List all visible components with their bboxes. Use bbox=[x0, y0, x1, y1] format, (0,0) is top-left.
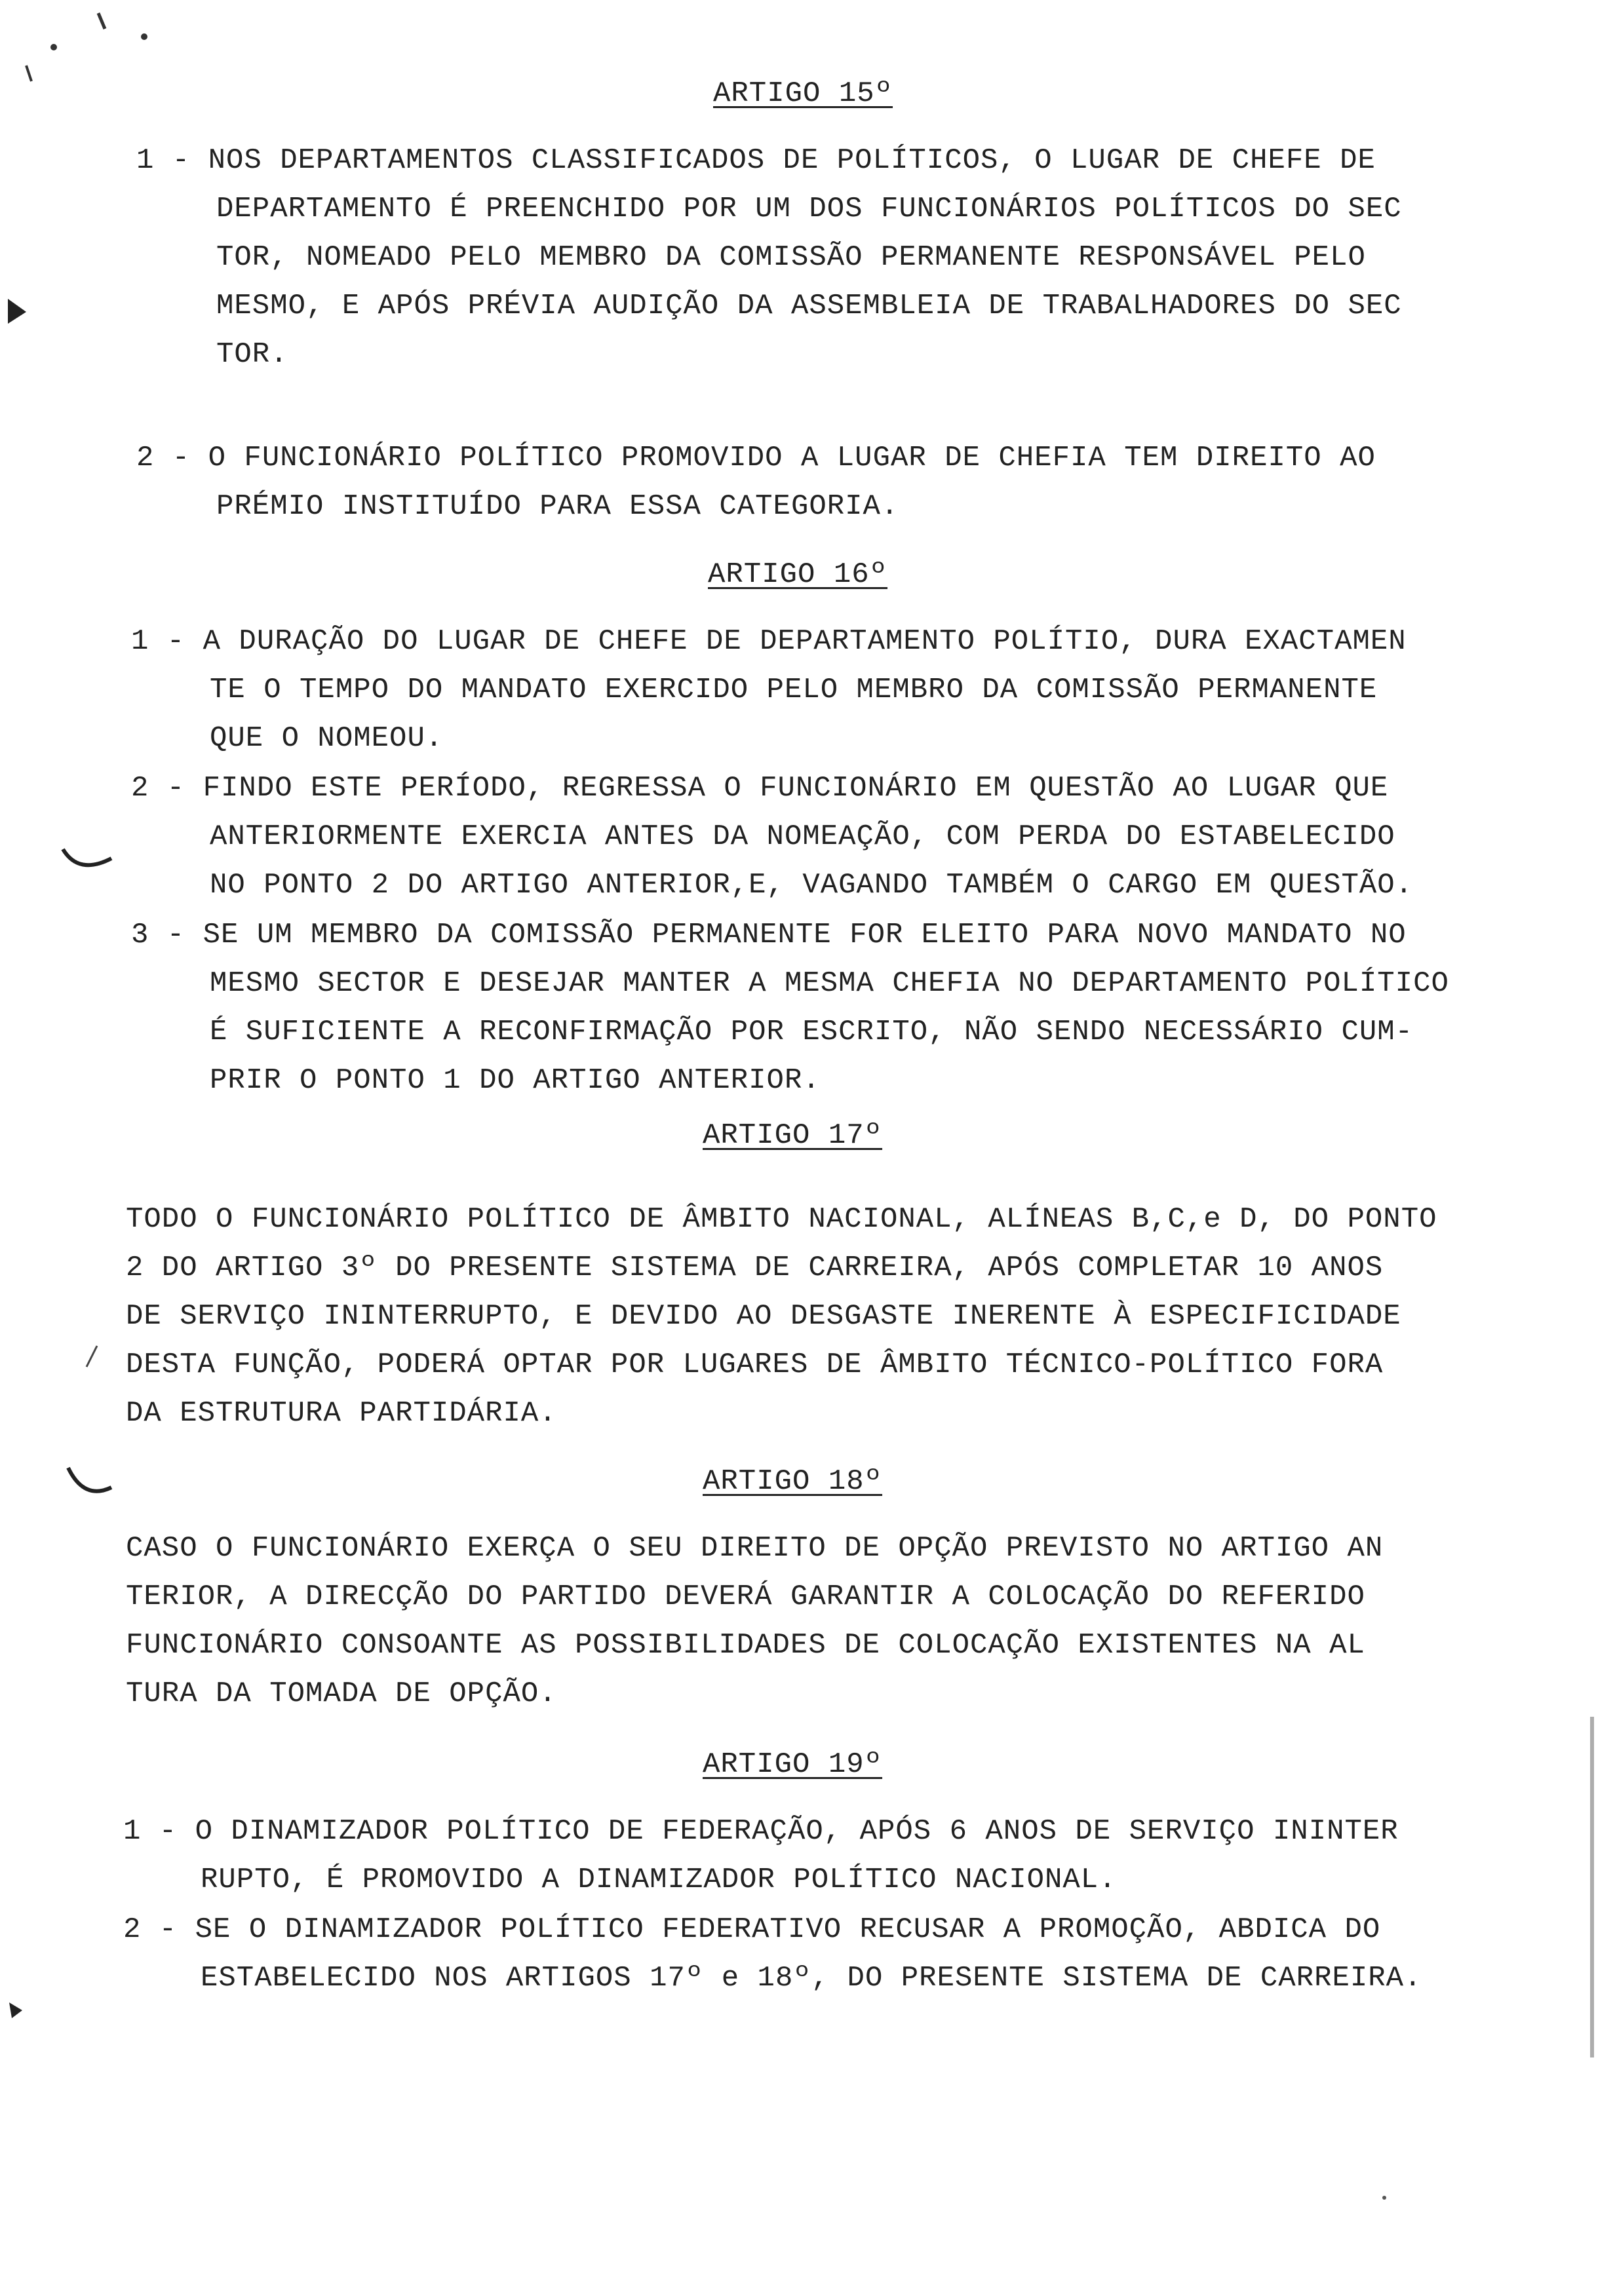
article-15-line: DEPARTAMENTO É PREENCHIDO POR UM DOS FUNCIONÁRIOS POLÍTICOS DO SEC bbox=[216, 193, 1402, 225]
article-16-line: É SUFICIENTE A RECONFIRMAÇÃO POR ESCRITO, NÃO SENDO NECESSÁRIO CUM- bbox=[210, 1016, 1414, 1048]
article-17-line: TODO O FUNCIONÁRIO POLÍTICO DE ÂMBITO NACIONAL, ALÍNEAS B,C,e D, DO PONTO bbox=[126, 1203, 1437, 1236]
margin-arrow-mark bbox=[9, 2002, 22, 2018]
article-19-heading: ARTIGO 19º bbox=[703, 1748, 883, 1781]
article-16-line: TE O TEMPO DO MANDATO EXERCIDO PELO MEMBRO DA COMISSÃO PERMANENTE bbox=[210, 674, 1378, 706]
article-16-line: MESMO SECTOR E DESEJAR MANTER A MESMA CHEFIA NO DEPARTAMENTO POLÍTICO bbox=[210, 967, 1449, 1000]
article-17-line: DE SERVIÇO ININTERRUPTO, E DEVIDO AO DESGASTE INERENTE À ESPECIFICIDADE bbox=[126, 1300, 1401, 1333]
article-18-heading: ARTIGO 18º bbox=[703, 1465, 883, 1498]
article-18-line: CASO O FUNCIONÁRIO EXERÇA O SEU DIREITO DE OPÇÃO PREVISTO NO ARTIGO AN bbox=[126, 1532, 1384, 1565]
article-17-line: DESTA FUNÇÃO, PODERÁ OPTAR POR LUGARES DE ÂMBITO TÉCNICO-POLÍTICO FORA bbox=[126, 1349, 1384, 1381]
scan-speck bbox=[1382, 2196, 1386, 2200]
article-16-line: PRIR O PONTO 1 DO ARTIGO ANTERIOR. bbox=[210, 1064, 821, 1097]
article-19-line: 2 - SE O DINAMIZADOR POLÍTICO FEDERATIVO RECUSAR A PROMOÇÃO, ABDICA DO bbox=[123, 1913, 1381, 1946]
article-18-line: FUNCIONÁRIO CONSOANTE AS POSSIBILIDADES DE COLOCAÇÃO EXISTENTES NA AL bbox=[126, 1629, 1365, 1662]
article-17-line: DA ESTRUTURA PARTIDÁRIA. bbox=[126, 1397, 557, 1430]
margin-curve-mark bbox=[63, 849, 111, 865]
article-18-line: TURA DA TOMADA DE OPÇÃO. bbox=[126, 1677, 557, 1710]
margin-arrow-mark bbox=[8, 299, 26, 324]
article-19-line: RUPTO, É PROMOVIDO A DINAMIZADOR POLÍTICO NACIONAL. bbox=[201, 1864, 1117, 1896]
article-15-heading: ARTIGO 15º bbox=[713, 77, 893, 110]
margin-slash-mark bbox=[87, 1346, 97, 1367]
scan-edge-noise bbox=[1590, 1717, 1594, 2057]
article-15-line: 1 - NOS DEPARTAMENTOS CLASSIFICADOS DE POLÍTICOS, O LUGAR DE CHEFE DE bbox=[136, 144, 1376, 177]
article-15-line: MESMO, E APÓS PRÉVIA AUDIÇÃO DA ASSEMBLEIA DE TRABALHADORES DO SEC bbox=[216, 290, 1402, 322]
article-17-line: 2 DO ARTIGO 3º DO PRESENTE SISTEMA DE CARREIRA, APÓS COMPLETAR 10 ANOS bbox=[126, 1252, 1384, 1284]
article-16-heading: ARTIGO 16º bbox=[708, 558, 888, 591]
article-17-heading: ARTIGO 17º bbox=[703, 1119, 883, 1152]
article-18-line: TERIOR, A DIRECÇÃO DO PARTIDO DEVERÁ GARANTIR A COLOCAÇÃO DO REFERIDO bbox=[126, 1580, 1365, 1613]
article-16-line: 3 - SE UM MEMBRO DA COMISSÃO PERMANENTE FOR ELEITO PARA NOVO MANDATO NO bbox=[131, 919, 1407, 951]
article-16-line: 2 - FINDO ESTE PERÍODO, REGRESSA O FUNCIONÁRIO EM QUESTÃO AO LUGAR QUE bbox=[131, 772, 1389, 805]
article-15-line: PRÉMIO INSTITUÍDO PARA ESSA CATEGORIA. bbox=[216, 490, 899, 523]
article-16-line: QUE O NOMEOU. bbox=[210, 722, 444, 755]
article-15-line: TOR, NOMEADO PELO MEMBRO DA COMISSÃO PERMANENTE RESPONSÁVEL PELO bbox=[216, 241, 1366, 274]
corner-specks bbox=[26, 13, 147, 81]
margin-curve-mark bbox=[68, 1468, 111, 1491]
article-19-line: ESTABELECIDO NOS ARTIGOS 17º e 18º, DO PRESENTE SISTEMA DE CARREIRA. bbox=[201, 1962, 1422, 1995]
article-15-line: 2 - O FUNCIONÁRIO POLÍTICO PROMOVIDO A LUGAR DE CHEFIA TEM DIREITO AO bbox=[136, 442, 1376, 474]
article-16-line: 1 - A DURAÇÃO DO LUGAR DE CHEFE DE DEPARTAMENTO POLÍTIO, DURA EXACTAMEN bbox=[131, 625, 1407, 658]
article-15-line: TOR. bbox=[216, 338, 288, 371]
article-19-line: 1 - O DINAMIZADOR POLÍTICO DE FEDERAÇÃO, APÓS 6 ANOS DE SERVIÇO ININTER bbox=[123, 1815, 1399, 1848]
article-16-line: ANTERIORMENTE EXERCIA ANTES DA NOMEAÇÃO, COM PERDA DO ESTABELECIDO bbox=[210, 820, 1395, 853]
article-16-line: NO PONTO 2 DO ARTIGO ANTERIOR,E, VAGANDO TAMBÉM O CARGO EM QUESTÃO. bbox=[210, 869, 1414, 902]
